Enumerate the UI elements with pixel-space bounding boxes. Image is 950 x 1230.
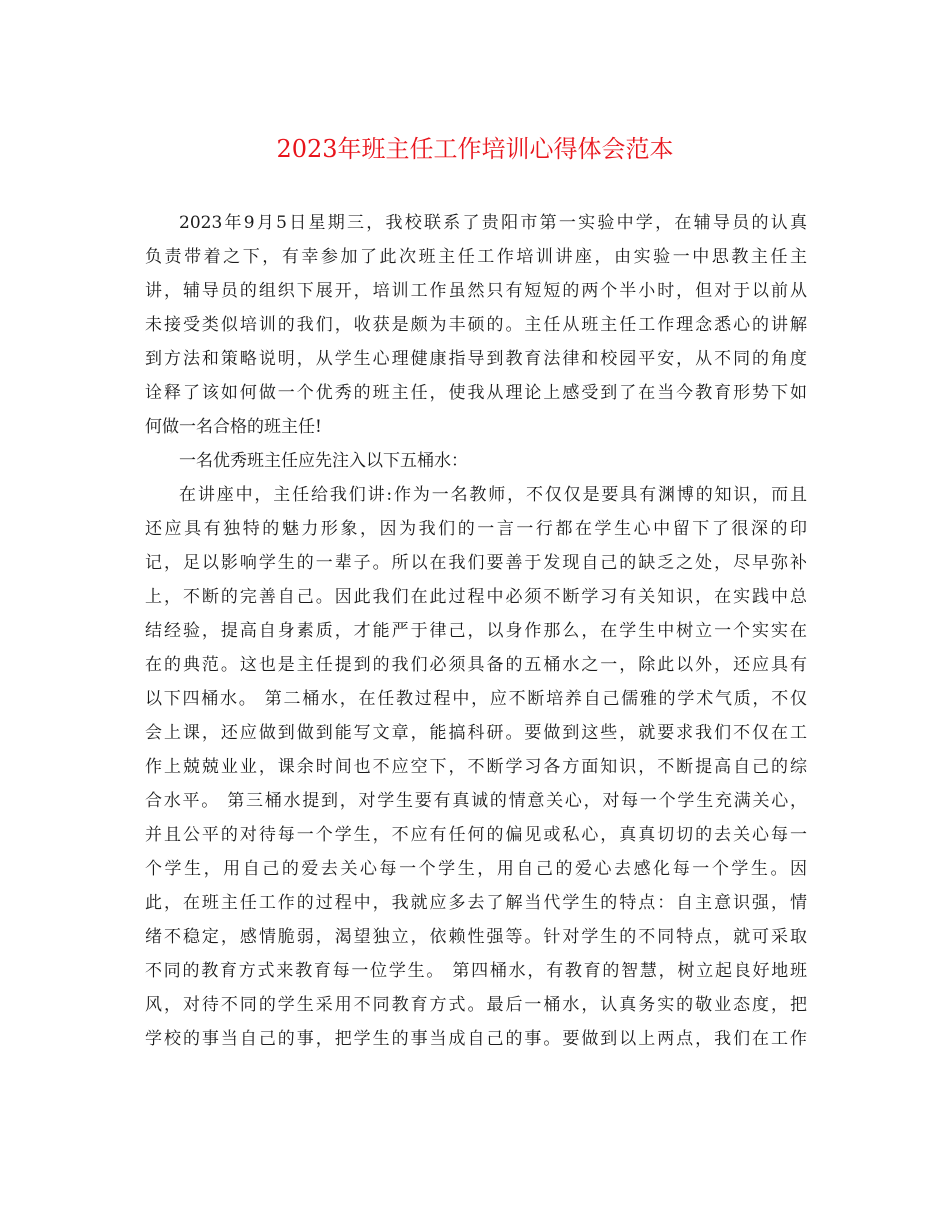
- body-line: 一名优秀班主任应先注入以下五桶水：: [179, 451, 468, 471]
- body-line: 作上兢兢业业，课余时间也不应空下，不断学习各方面知识，不断提高自己的综: [145, 757, 807, 777]
- body-line: 到方法和策略说明，从学生心理健康指导到教育法律和校园平安，从不同的角度: [145, 349, 807, 369]
- body-line: 何做一名合格的班主任!: [145, 417, 322, 437]
- body-line: 在的典范。这也是主任提到的我们必须具备的五桶水之一，除此以外，还应具有: [145, 655, 807, 675]
- body-line: 在讲座中，主任给我们讲:作为一名教师，不仅仅是要具有渊博的知识，而且: [179, 485, 807, 505]
- body-line: 合水平。 第三桶水提到，对学生要有真诚的情意关心，对每一个学生充满关心，: [145, 791, 807, 811]
- body-line: 讲，辅导员的组织下展开，培训工作虽然只有短短的两个半小时，但对于以前从: [145, 281, 807, 301]
- body-line: 记，足以影响学生的一辈子。所以在我们要善于发现自己的缺乏之处，尽早弥补: [145, 553, 807, 573]
- body-line: 会上课，还应做到做到能写文章，能搞科研。要做到这些，就要求我们不仅在工: [145, 723, 807, 743]
- document-body: [145, 206, 807, 1056]
- body-line: 负责带着之下，有幸参加了此次班主任工作培训讲座，由实验一中思教主任主: [145, 247, 807, 267]
- body-line: 风，对待不同的学生采用不同教育方式。最后一桶水，认真务实的敬业态度，把: [145, 995, 807, 1015]
- body-line: 还应具有独特的魅力形象，因为我们的一言一行都在学生心中留下了很深的印: [145, 519, 807, 539]
- body-line: 并且公平的对待每一个学生，不应有任何的偏见或私心，真真切切的去关心每一: [145, 825, 807, 845]
- body-line: 学校的事当自己的事，把学生的事当成自己的事。要做到以上两点，我们在工作: [145, 1029, 807, 1049]
- body-line: 诠释了该如何做一个优秀的班主任，使我从理论上感受到了在当今教育形势下如: [145, 383, 807, 403]
- document-title: 2023年班主任工作培训心得体会范本: [276, 135, 674, 163]
- body-line: 未接受类似培训的我们，收获是颇为丰硕的。主任从班主任工作理念悉心的讲解: [145, 315, 807, 335]
- body-line: 此，在班主任工作的过程中，我就应多去了解当代学生的特点：自主意识强，情: [145, 893, 807, 913]
- body-line: 以下四桶水。 第二桶水，在任教过程中，应不断培养自己儒雅的学术气质，不仅: [145, 689, 807, 709]
- body-line: 上，不断的完善自己。因此我们在此过程中必须不断学习有关知识，在实践中总: [145, 587, 807, 607]
- body-line: 个学生，用自己的爱去关心每一个学生，用自己的爱心去感化每一个学生。因: [145, 859, 807, 879]
- body-line: 绪不稳定，感情脆弱，渴望独立，依赖性强等。针对学生的不同特点，就可采取: [145, 927, 807, 947]
- body-line: 不同的教育方式来教育每一位学生。 第四桶水，有教育的智慧，树立起良好地班: [145, 961, 807, 981]
- body-line: 2023年9月5日星期三，我校联系了贵阳市第一实验中学，在辅导员的认真: [179, 213, 807, 233]
- body-line: 结经验，提高自身素质，才能严于律己，以身作那么，在学生中树立一个实实在: [145, 621, 807, 641]
